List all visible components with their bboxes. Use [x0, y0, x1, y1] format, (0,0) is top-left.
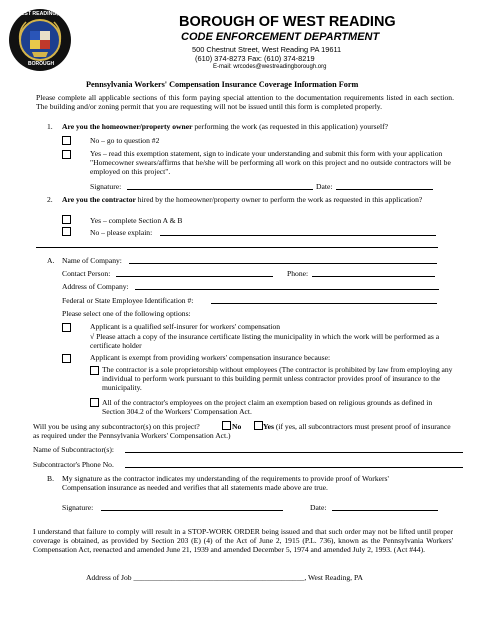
- subcontractor-question: Will you be using any subcontractor(s) on this project?: [33, 422, 200, 431]
- subcontractor-name-label: Name of Subcontractor(s):: [33, 445, 114, 454]
- company-name-label: Name of Company:: [62, 256, 122, 265]
- select-option-label: Please select one of the following options:: [62, 309, 191, 318]
- q2-explain-line-2[interactable]: [36, 247, 438, 248]
- intro-paragraph: Please complete all applicable sections of this form paying special attention to the documentation requirements listed in each section. The building and/or zoning permit that you are requesting will not be issued until this form is completed properly.: [36, 93, 454, 112]
- q2-yes-label: Yes – complete Section A & B: [90, 216, 183, 225]
- section-b-label: B.: [47, 474, 54, 483]
- exempt-checkbox[interactable]: [62, 354, 71, 363]
- phone-fax: (610) 374-8273 Fax: (610) 374-8219: [195, 54, 315, 63]
- q2-no-label: No – please explain:: [90, 228, 153, 237]
- company-name-line[interactable]: [129, 263, 437, 264]
- self-insurer-checkbox[interactable]: [62, 323, 71, 332]
- section-b-text: My signature as the contractor indicates my understanding of the requirements to provide proof of Workers' Compensation insurance as needed and verifies that all statements made above are true.: [62, 474, 389, 493]
- q1-signature-line[interactable]: [127, 189, 313, 190]
- subcontractor-yes-text: Yes (if yes, all subcontractors must present proof of insurance as required under the Pennsylvania Workers' Compensation Act.): [33, 422, 451, 441]
- section-b-signature-label: Signature:: [62, 503, 94, 512]
- q1-yes-checkbox[interactable]: [62, 150, 71, 159]
- q2-number: 2.: [47, 195, 53, 204]
- company-address-line[interactable]: [135, 289, 439, 290]
- contact-person-label: Contact Person:: [62, 269, 111, 278]
- subcontractor-name-line[interactable]: [125, 452, 463, 453]
- subcontractor-phone-label: Subcontractor's Phone No.: [33, 460, 114, 469]
- religious-exemption-checkbox[interactable]: [90, 398, 99, 407]
- borough-title: BOROUGH OF WEST READING: [179, 14, 396, 30]
- q2-no-checkbox[interactable]: [62, 227, 71, 236]
- religious-exemption-label: All of the contractor's employees on the project claim an exemption based on religious grounds as defined in Section 304.2 of the Workers' Compensation Act.: [102, 398, 433, 417]
- q1-date-line[interactable]: [336, 189, 433, 190]
- phone-label: Phone:: [287, 269, 309, 278]
- borough-address: 500 Chestnut Street, West Reading PA 19611: [192, 45, 342, 54]
- company-address-label: Address of Company:: [62, 282, 129, 291]
- sole-proprietor-label: The contractor is a sole proprietorship without employees (The contractor is prohibited by law from employing any individual to perform work pursuant to this building permit unless contractor provides proof of insurance to the municipality.: [102, 365, 453, 393]
- q1-no-checkbox[interactable]: [62, 136, 71, 145]
- job-address-label: Address of Job _____________________________________________, West Reading, PA: [86, 573, 363, 582]
- ein-line[interactable]: [211, 303, 437, 304]
- q2-explain-line[interactable]: [160, 235, 436, 236]
- q1-yes-label: Yes – read this exemption statement, sign to indicate your understanding and submit this form with your application "Homecowner swears/affirms that he/she will be performing all work on this project and no outside contractors will be employed on this project".: [90, 149, 451, 177]
- ein-label: Federal or State Employee Identification #:: [62, 296, 194, 305]
- self-insurer-note: √ Please attach a copy of the insurance certificate listing the municipality in which the work will be performed as a certificate holder: [90, 332, 440, 351]
- seal-text-top: WEST READING, PA: [16, 11, 67, 17]
- form-title: Pennsylvania Workers' Compensation Insurance Coverage Information Form: [86, 80, 359, 89]
- phone-line[interactable]: [312, 276, 435, 277]
- email: E-mail: wrcodes@westreadingborough.org: [213, 64, 327, 70]
- q2-yes-checkbox[interactable]: [62, 215, 71, 224]
- q1-number: 1.: [47, 122, 53, 131]
- subcontractor-phone-line[interactable]: [125, 467, 463, 468]
- department-title: CODE ENFORCEMENT DEPARTMENT: [181, 31, 380, 43]
- self-insurer-label: Applicant is a qualified self-insurer for workers' compensation: [90, 322, 281, 331]
- subcontractor-no-label: No: [232, 422, 242, 431]
- section-a-label: A.: [47, 256, 55, 265]
- sole-proprietor-checkbox[interactable]: [90, 366, 99, 375]
- exempt-label: Applicant is exempt from providing workers' compensation insurance because:: [90, 353, 331, 362]
- seal-text-bottom: BOROUGH: [28, 61, 55, 67]
- q1-signature-label: Signature:: [90, 182, 122, 191]
- section-b-signature-line[interactable]: [101, 510, 283, 511]
- q2-question: Are you the contractor hired by the homeowner/property owner to perform the work as requested in this application?: [62, 195, 423, 204]
- section-b-date-line[interactable]: [332, 510, 438, 511]
- q1-no-label: No – go to question #2: [90, 136, 160, 145]
- q1-question: Are you the homeowner/property owner performing the work (as requested in this application) yourself?: [62, 122, 388, 131]
- section-b-date-label: Date:: [310, 503, 327, 512]
- q1-date-label: Date:: [316, 182, 333, 191]
- contact-person-line[interactable]: [116, 276, 273, 277]
- stop-work-statement: I understand that failure to comply will result in a STOP-WORK ORDER being issued and that such order may not be lifted until proper coverage is obtained, as provided by Section 203 (E) (4) of the Act of June 2, 1915 (P.L. 736), known as the Pennsylvania Workers' Compensation Act, reenacted and amended June 21, 1939 and amended December 5, 1974 and amended July 2, 1993. (Act #44).: [33, 527, 453, 555]
